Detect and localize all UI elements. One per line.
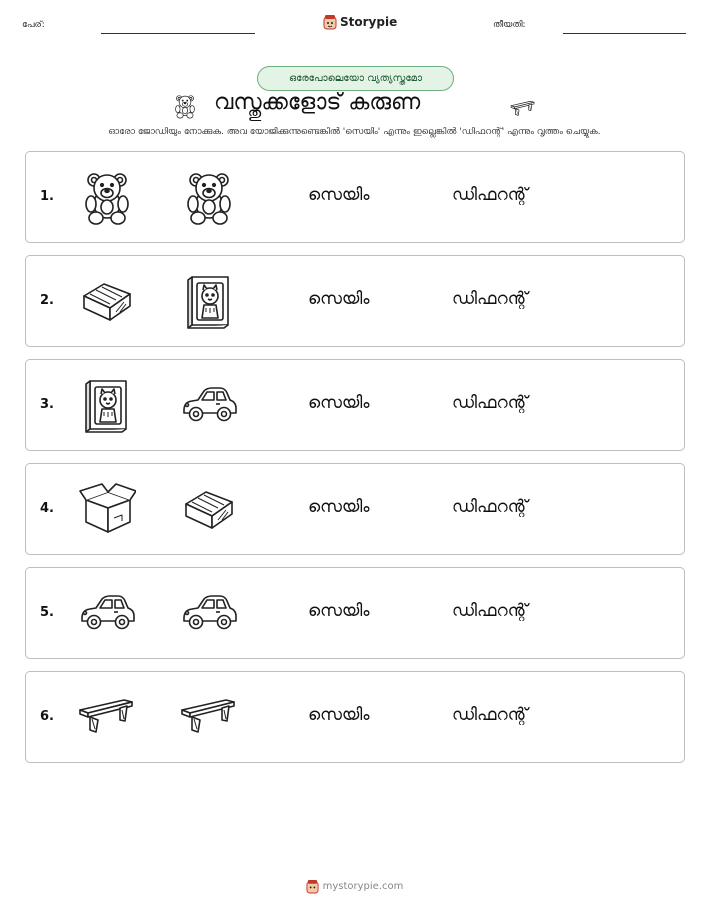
row-number: 6. xyxy=(40,709,54,724)
same-option[interactable]: സെയിം xyxy=(308,705,370,725)
row-number: 4. xyxy=(40,501,54,516)
different-option[interactable]: ഡിഫറന്റ് xyxy=(452,705,528,725)
same-option[interactable]: സെയിം xyxy=(308,601,370,621)
toy-car-icon xyxy=(180,376,238,434)
same-option[interactable]: സെയിം xyxy=(308,393,370,413)
exercise-row xyxy=(25,255,685,347)
storypie-mascot-icon xyxy=(306,879,319,894)
different-option[interactable]: ഡിഫറന്റ് xyxy=(452,601,528,621)
same-option[interactable]: സെയിം xyxy=(308,185,370,205)
name-label: പേര്: xyxy=(22,20,45,30)
wall-shelf-icon xyxy=(507,96,539,118)
different-option[interactable]: ഡിഫറന്റ് xyxy=(452,185,528,205)
exercise-row xyxy=(25,463,685,555)
date-label: തീയതി: xyxy=(493,20,526,30)
footer-url[interactable]: mystorypie.com xyxy=(322,881,404,892)
exercise-row xyxy=(25,567,685,659)
exercise-row xyxy=(25,359,685,451)
title-row xyxy=(0,90,709,122)
date-field-line[interactable] xyxy=(563,33,686,34)
row-number: 3. xyxy=(40,397,54,412)
wooden-block-icon xyxy=(180,480,238,538)
name-field-line[interactable] xyxy=(101,33,255,34)
picture-book-icon xyxy=(78,376,136,434)
different-option[interactable]: ഡിഫറന്റ് xyxy=(452,393,528,413)
topic-badge: ഒരേപോലെയോ വ്യത്യസ്തമോ xyxy=(257,66,454,91)
brand-logo xyxy=(323,14,397,30)
worksheet-header xyxy=(0,14,709,38)
row-number: 1. xyxy=(40,189,54,204)
exercise-row xyxy=(25,671,685,763)
row-number: 5. xyxy=(40,605,54,620)
teddy-bear-icon xyxy=(180,168,238,226)
toy-car-icon xyxy=(180,584,238,642)
wooden-block-icon xyxy=(78,272,136,330)
row-number: 2. xyxy=(40,293,54,308)
picture-book-icon xyxy=(180,272,238,330)
teddy-bear-icon xyxy=(172,91,198,121)
same-option[interactable]: സെയിം xyxy=(308,289,370,309)
exercise-row xyxy=(25,151,685,243)
storypie-mascot-icon xyxy=(323,14,337,30)
toy-car-icon xyxy=(78,584,136,642)
different-option[interactable]: ഡിഫറന്റ് xyxy=(452,289,528,309)
different-option[interactable]: ഡിഫറന്റ് xyxy=(452,497,528,517)
wall-shelf-icon xyxy=(180,688,238,746)
instructions: ഓരോ ജോഡിയും നോക്കുക. അവ യോജിക്കുന്നുണ്ടെങ്കിൽ 'സെയിം' എന്നും ഇല്ലെങ്കിൽ 'ഡിഫറന്റ്' എന്നും വൃത്തം ചെയ്യുക. xyxy=(108,127,601,137)
teddy-bear-icon xyxy=(78,168,136,226)
page-title: വസ്തുക്കളോട് കരുണ xyxy=(214,90,421,115)
wall-shelf-icon xyxy=(78,688,136,746)
footer xyxy=(0,879,709,894)
brand-name: Storypie xyxy=(340,15,398,29)
same-option[interactable]: സെയിം xyxy=(308,497,370,517)
cardboard-box-icon xyxy=(78,480,136,538)
